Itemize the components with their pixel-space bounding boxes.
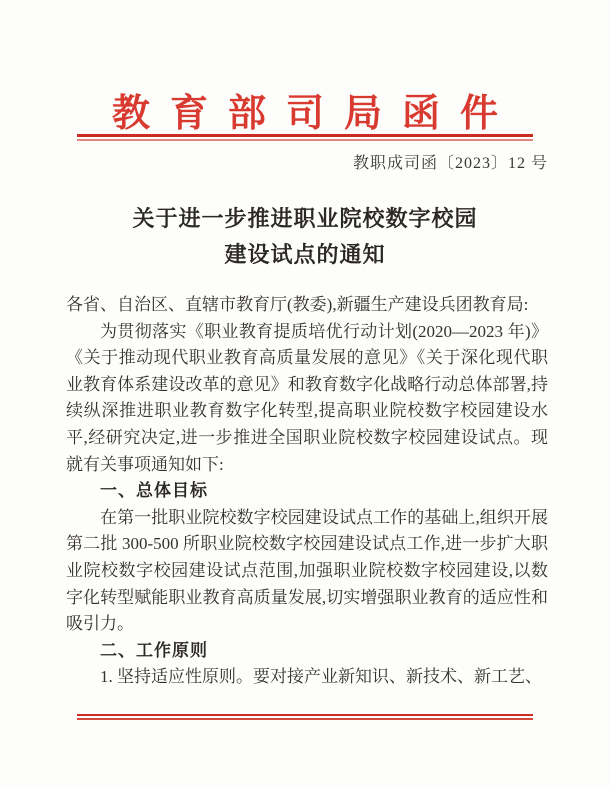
document-title <box>0 201 610 273</box>
letterhead-divider-rule <box>77 134 533 141</box>
body-paragraph: 在第一批职业院校数字校园建设试点工作的基础上,组织开展第二批 300-500 所职业院校数字校园建设试点工作,进一步扩大职业院校数字校园建设试点范围,加强职业院校数字校园建设,以数字化转型赋能职业教育高质量发展,切实增强职业教育的适应性和吸引力。 <box>66 507 548 634</box>
page-bottom-rule <box>77 714 533 720</box>
body-paragraph: 各省、自治区、直辖市教育厅(教委),新疆生产建设兵团教育局: <box>66 295 529 314</box>
section-heading: 二、工作原则 <box>100 640 208 660</box>
document-body <box>66 292 548 691</box>
letterhead-title: 教育部司局函件 <box>111 93 518 135</box>
document-title-line1: 关于进一步推进职业院校数字校园 <box>132 206 478 231</box>
section-heading: 一、总体目标 <box>100 481 208 501</box>
document-title-line2: 建设试点的通知 <box>224 242 386 267</box>
body-paragraph: 1. 坚持适应性原则。要对接产业新知识、新技术、新工艺、 <box>100 667 542 687</box>
body-paragraph: 为贯彻落实《职业教育提质培优行动计划(2020—2023 年)》《关于推动现代职业教育高质量发展的意见》《关于深化现代职业教育体系建设改革的意见》和教育数字化战略行动总体部署,持续纵深推进职业教育数字化转型,提高职业院校数字校园建设水平,经研究决定,进一步推进全国职业院校数字校园建设试点。现就有关事项通知如下: <box>66 321 548 474</box>
document-number: 教职成司函〔2023〕12 号 <box>352 155 548 172</box>
